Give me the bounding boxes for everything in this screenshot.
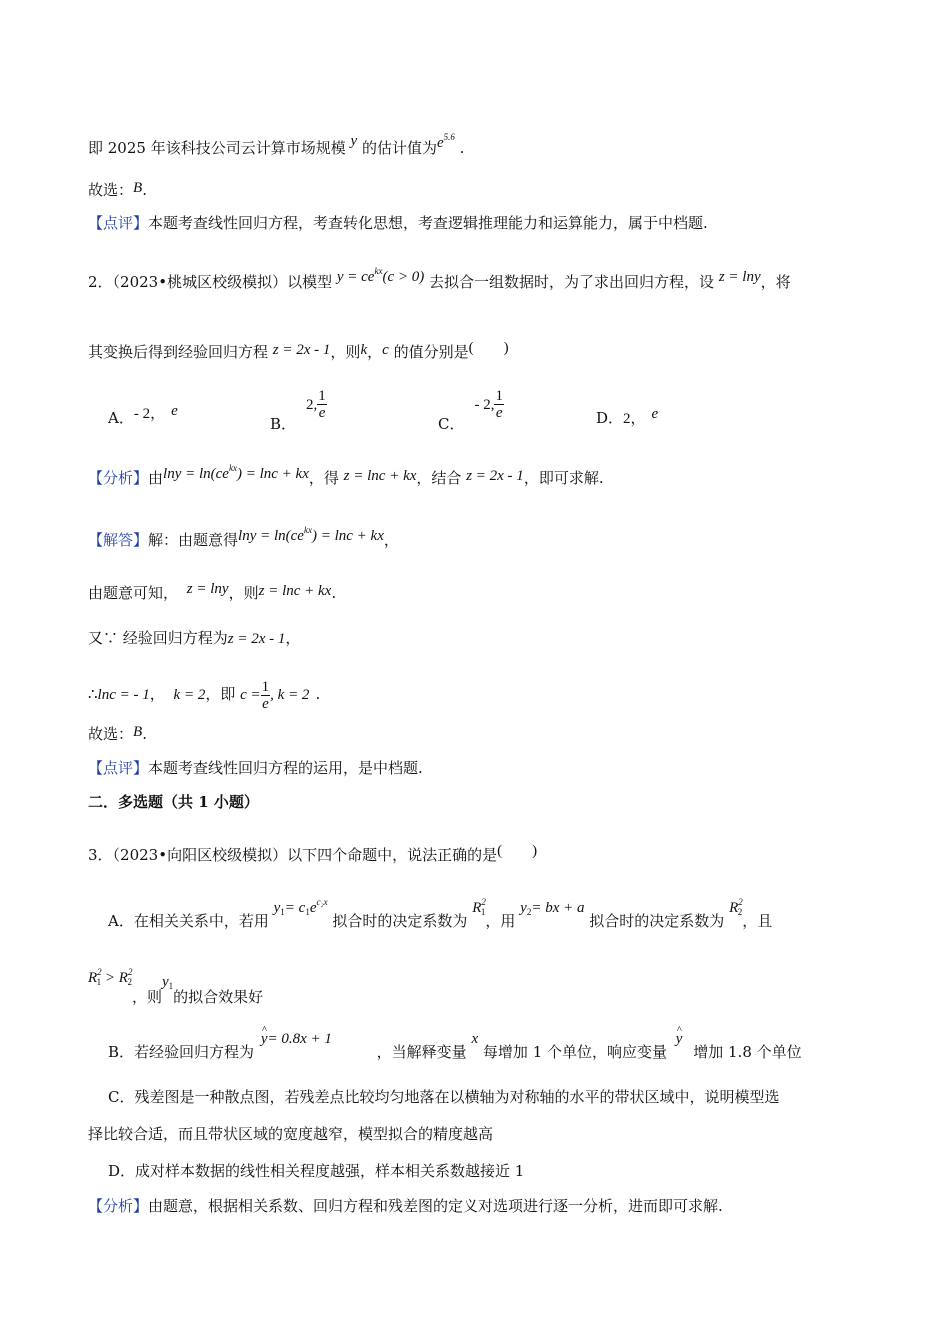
math: c = — [240, 687, 261, 703]
math-sub: 1 — [480, 907, 486, 917]
math-yhat — [676, 1031, 683, 1047]
math: (c > 0) — [382, 269, 425, 285]
choose-line-2 — [88, 724, 147, 745]
fraction — [261, 679, 271, 712]
answer: B — [133, 724, 143, 740]
text: 由 — [148, 469, 164, 487]
option-label: A． — [108, 409, 134, 427]
math-cond — [88, 967, 133, 987]
math-part: ) = lnc + kx — [236, 466, 309, 482]
text: ，则 — [131, 988, 162, 1006]
math-sup: kx — [228, 463, 237, 473]
math-sup: 2 — [97, 967, 102, 977]
math-sup: kx — [374, 266, 383, 276]
q3-option-a — [108, 897, 773, 936]
q2-option-a — [108, 403, 178, 429]
option-label: C． — [438, 414, 465, 433]
q2-step1 — [88, 583, 336, 604]
text: ，当解释变量 — [376, 1043, 467, 1061]
math: c — [382, 342, 389, 358]
text: 拟合时的决定系数为 — [589, 912, 725, 930]
math-var: y — [350, 133, 358, 149]
math: - 2, — [474, 396, 495, 413]
fraction — [494, 388, 504, 421]
math-sup: 2 — [481, 897, 486, 907]
math: e — [171, 403, 178, 419]
comment-line-1 — [88, 213, 708, 233]
comment-tag: 【点评】 — [88, 759, 149, 777]
q2-option-c — [438, 388, 504, 433]
text: ， — [150, 404, 166, 422]
math-sup: c₂x — [316, 897, 328, 907]
math-r2 — [729, 897, 743, 917]
math: R — [729, 900, 739, 916]
math: , k = 2 — [270, 687, 310, 703]
math-sup: 2 — [127, 967, 133, 977]
text: 解：由题意得 — [148, 531, 239, 549]
math: 2, — [306, 396, 318, 413]
answer-blank: ( ) — [497, 843, 538, 859]
estimate-line — [88, 133, 464, 159]
q3-stem — [88, 845, 537, 866]
text: ， — [149, 685, 165, 703]
math: e — [651, 406, 659, 422]
text: 其变换后得到经验回归方程 — [88, 343, 269, 361]
denominator: e — [318, 405, 326, 421]
math-part: ) = lnc + kx — [311, 528, 384, 544]
math-hat: ^ y — [676, 1029, 683, 1049]
text: 2．（2023•桃城区校级模拟）以模型 — [88, 273, 333, 291]
text: ， — [383, 531, 399, 549]
math-sup: kx — [303, 525, 312, 535]
math-y1 — [162, 974, 173, 990]
math-sup: 2 — [738, 897, 743, 907]
text: ，则 — [228, 584, 259, 602]
q2-stem-line1 — [88, 267, 791, 293]
math-sub: 1 — [305, 907, 310, 917]
text: ， — [630, 409, 646, 427]
choose-line-1 — [88, 180, 147, 201]
math: z = lnc + kx — [343, 468, 417, 484]
q2-option-b — [270, 388, 327, 433]
text: ，用 — [485, 912, 516, 930]
text: 去拟合一组数据时，为了求出回归方程，设 — [429, 273, 715, 291]
text: ，结合 — [416, 469, 462, 487]
text: A．在相关关系中，若用 — [108, 912, 269, 930]
q3-analysis — [88, 1196, 723, 1216]
math-sup: 5.6 — [443, 132, 455, 142]
denominator: e — [262, 695, 269, 712]
text: ，且 — [742, 912, 773, 930]
text: 故选： — [88, 181, 134, 199]
text: ，将 — [760, 273, 791, 291]
math: R — [472, 900, 482, 916]
math-sub: 1 — [280, 907, 285, 917]
text: ，即可求解. — [523, 469, 604, 487]
math-eq2 — [520, 900, 584, 916]
math-sub: 1 — [96, 977, 102, 987]
option-label: B． — [270, 414, 297, 433]
math: x — [471, 1031, 479, 1047]
q3-option-c2: 择比较合适，而且带状区域的宽度越窄，模型拟合的精度越高 — [88, 1125, 494, 1143]
analysis-tag: 【分析】 — [88, 469, 149, 487]
numerator: 1 — [495, 388, 503, 404]
math-b-eq — [261, 1031, 332, 1047]
q3-option-b — [108, 1031, 802, 1063]
q3-option-d: D．成对样本数据的线性相关程度越强，样本相关系数越接近 1 — [108, 1162, 525, 1180]
text: 每增加 1 个单位，响应变量 — [482, 1043, 668, 1061]
math: k = 2 — [173, 687, 206, 703]
text: 的值分别是 — [393, 343, 469, 361]
math: z = lny — [718, 269, 761, 285]
text: ∴ — [88, 685, 98, 703]
text: 增加 1.8 个单位 — [693, 1043, 802, 1061]
q2-stem-line2 — [88, 342, 509, 363]
math: k — [360, 342, 368, 358]
text: 又∵ 经验回归方程为 — [88, 629, 228, 647]
math: y = ce — [336, 269, 375, 285]
section-title: 二．多选题（共 1 小题） — [88, 793, 259, 811]
math: z = lnc + kx — [258, 583, 332, 599]
math: z = 2x - 1 — [272, 342, 331, 358]
math — [238, 525, 384, 544]
answer-blank: ( ) — [468, 340, 509, 356]
text: B．若经验回归方程为 — [108, 1043, 255, 1061]
text: 的拟合效果好 — [173, 988, 264, 1006]
math-sub: 1 — [168, 981, 174, 991]
math-sub: 2 — [127, 977, 132, 987]
math: z = 2x - 1 — [227, 631, 286, 647]
text: . — [315, 685, 321, 703]
math: y — [273, 900, 281, 916]
q2-option-d — [596, 408, 658, 429]
math: y — [520, 900, 527, 916]
text: ， — [285, 629, 301, 647]
text: . — [331, 584, 337, 602]
analysis-text: 由题意，根据相关系数、回归方程和残差图的定义对选项进行逐一分析，进而即可求解. — [148, 1197, 723, 1215]
math-part: lny = ln(ce — [238, 528, 304, 544]
math-base: e — [436, 135, 444, 151]
text: 的估计值为 — [361, 139, 437, 157]
text: 故选： — [88, 725, 134, 743]
math-sub: 2 — [526, 907, 532, 917]
math-sub: 2 — [737, 907, 743, 917]
math: > R — [101, 970, 128, 986]
text: ，即 — [205, 685, 236, 703]
option-label: D． — [596, 409, 624, 427]
text: . — [142, 725, 147, 743]
q2-step2 — [88, 628, 300, 649]
text: 3．（2023•向阳区校级模拟）以下四个命题中，说法正确的是 — [88, 846, 498, 864]
math-hat: ^ y — [261, 1029, 268, 1049]
math: e — [309, 900, 317, 916]
math: = bx + a — [531, 900, 585, 916]
text: ，得 — [308, 469, 339, 487]
math: z = 2x - 1 — [466, 468, 524, 484]
text: ，则 — [330, 343, 361, 361]
math: = 0.8x + 1 — [267, 1031, 332, 1047]
answer-tag: 【解答】 — [88, 531, 149, 549]
math: R — [88, 970, 98, 986]
math: - 2 — [133, 406, 151, 422]
model-eq — [336, 266, 425, 285]
numerator: 1 — [261, 678, 270, 695]
q3-option-a-cont — [88, 967, 264, 1006]
math: lnc = - 1 — [97, 687, 150, 703]
math — [163, 463, 309, 482]
text: . — [142, 181, 147, 199]
math-exp — [436, 132, 455, 151]
math: 2 — [623, 411, 631, 427]
denominator: e — [495, 405, 503, 421]
comment-text: 本题考查线性回归方程的运用，是中档题. — [148, 759, 423, 777]
text: 拟合时的决定系数为 — [332, 912, 468, 930]
comment-text: 本题考查线性回归方程，考查转化思想，考查逻辑推理能力和运算能力，属于中档题. — [148, 214, 708, 232]
math: = c — [284, 900, 306, 916]
text: ， — [367, 343, 383, 361]
q2-answer — [88, 525, 399, 551]
math-eq1 — [273, 897, 328, 917]
comment-tag: 【点评】 — [88, 214, 149, 232]
text: 由题意可知， — [88, 584, 179, 602]
math-part: lny = ln(ce — [163, 466, 229, 482]
fraction — [317, 388, 327, 421]
q2-step3 — [88, 676, 320, 713]
answer: B — [133, 180, 143, 196]
math: y — [161, 974, 169, 990]
q2-analysis — [88, 463, 604, 489]
text: . — [459, 139, 465, 157]
comment-line-2 — [88, 758, 423, 778]
q3-option-c1: C．残差图是一种散点图，若残差点比较均匀地落在以横轴为对称轴的水平的带状区域中，说明模型选 — [108, 1088, 780, 1106]
analysis-tag: 【分析】 — [88, 1197, 149, 1215]
text: 即 2025 年该科技公司云计算市场规模 — [88, 139, 346, 157]
math: z = lny — [186, 581, 229, 597]
numerator: 1 — [318, 388, 326, 404]
math-r1 — [472, 897, 486, 917]
